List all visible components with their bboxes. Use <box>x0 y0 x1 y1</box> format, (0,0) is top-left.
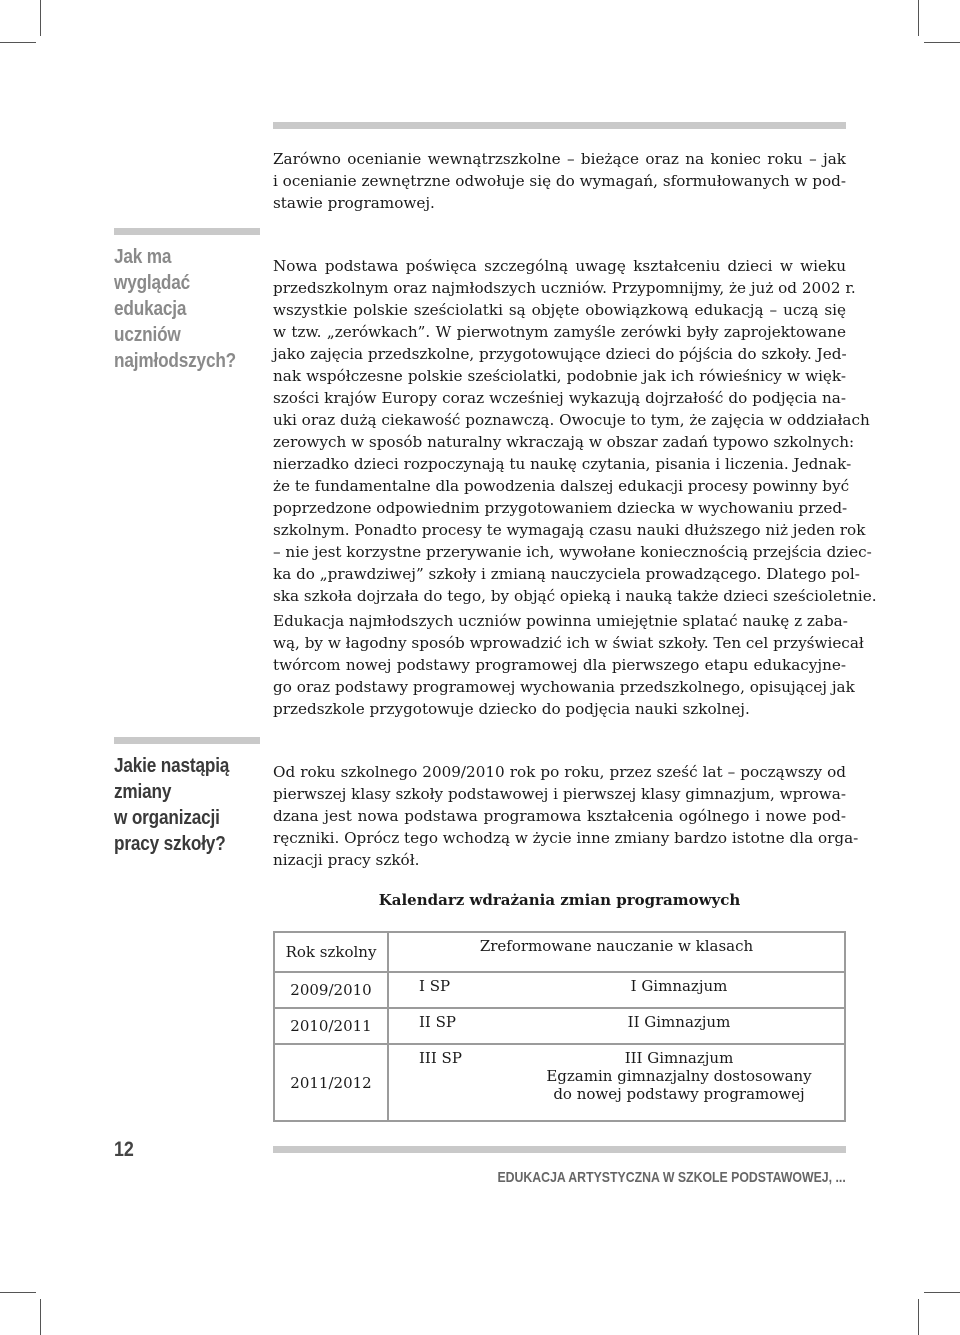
text-line: wą, by w łagodny sposób wprowadzić ich w świat szkoły. Ten cel przyświecał <box>273 634 864 652</box>
text-line: Edukacja najmłodszych uczniów powinna umiejętnie splatać naukę z zaba- <box>273 612 848 630</box>
text-line: szości krajów Europy coraz wcześniej wykazują dojrzałość do podjęcia na- <box>273 389 846 407</box>
crop-mark-bottom-left <box>40 1299 41 1335</box>
text-line: Zarówno ocenianie wewnątrzszkolne – bieżące oraz na koniec roku – jak <box>273 150 846 168</box>
cell-year: 2010/2011 <box>274 1008 388 1044</box>
text-line: zerowych w sposób naturalny wkraczają w obszar zadań typowo szkolnych: <box>273 433 855 451</box>
text-line: przedszkolnym oraz najmłodszych uczniów. Przypomnijmy, że już od 2002 r. <box>273 279 856 297</box>
page-number: 12 <box>114 1138 134 1161</box>
text-line: ręczniki. Oprócz tego wchodzą w życie inne zmiany bardzo istotne dla orga- <box>273 829 859 847</box>
cell-year: 2011/2012 <box>274 1044 388 1121</box>
cell-primary: II SP <box>388 1008 514 1044</box>
sidebar-heading-school-changes: Jakie nastąpią zmiany w organizacji pracy szkoły? <box>114 755 230 855</box>
text-line: jako zajęcia przedszkolne, przygotowujące dzieci do pójścia do szkoły. Jed- <box>273 345 847 363</box>
text-line: go oraz podstawy programowej wychowania przedszkolnego, opisującej jak <box>273 678 855 696</box>
gymnasium-line: III Gimnazjum <box>624 1049 734 1067</box>
cell-primary: I SP <box>388 972 514 1008</box>
cell-primary: III SP <box>388 1044 514 1121</box>
cell-year: 2009/2010 <box>274 972 388 1008</box>
cell-gymnasium: II Gimnazjum <box>514 1008 845 1044</box>
crop-mark-top-left-h <box>0 42 36 43</box>
paragraph-school-reform <box>273 761 859 871</box>
crop-mark-top-left <box>40 0 41 36</box>
crop-mark-top-right-h <box>924 42 960 43</box>
crop-mark-top-right <box>918 0 919 36</box>
header-school-year: Rok szkolny <box>274 932 388 972</box>
paragraph-assessment <box>273 148 846 214</box>
table-caption: Kalendarz wdrażania zmian programowych <box>378 891 741 909</box>
text-line: nierzadko dzieci rozpoczynają tu naukę czytania, pisania i liczenia. Jednak- <box>273 455 852 473</box>
top-rule <box>273 122 846 129</box>
sidebar-heading-young-pupils: Jak ma wyglądać edukacja uczniów najmłodszych? <box>114 246 237 372</box>
cell-gymnasium <box>514 1044 845 1121</box>
paragraph-new-curriculum <box>273 255 877 607</box>
text-line: twórcom nowej podstawy programowej dla pierwszego etapu edukacyjne- <box>273 656 846 674</box>
text-line: ska szkoła dojrzała do tego, by objąć opieką i nauką także dzieci sześcioletnie. <box>273 587 877 605</box>
text-line: ka do „prawdziwej” szkoły i zmianą nauczyciela prowadzącego. Dlatego pol- <box>273 565 860 583</box>
text-line: dzana jest nowa podstawa programowa kształcenia ogólnego i nowe pod- <box>273 807 846 825</box>
table-row <box>274 972 845 1008</box>
running-footer-title: EDUKACJA ARTYSTYCZNA W SZKOLE PODSTAWOWEJ, ... <box>497 1169 846 1186</box>
sidebar-rule-1 <box>114 228 260 235</box>
crop-mark-bottom-right <box>918 1299 919 1335</box>
exam-line: Egzamin gimnazjalny dostosowany <box>546 1067 812 1085</box>
sidebar-rule-2 <box>114 737 260 744</box>
text-line: stawie programowej. <box>273 194 435 212</box>
cell-gymnasium: I Gimnazjum <box>514 972 845 1008</box>
text-line: szkolnym. Ponadto procesy te wymagają czasu nauki dłuższego niż jeden rok <box>273 521 866 539</box>
table-row <box>274 1044 845 1121</box>
text-line: wszystkie polskie sześciolatki są objęte obowiązkową edukacją – uczą się <box>273 301 846 319</box>
header-reformed-classes: Zreformowane nauczanie w klasach <box>388 932 845 972</box>
text-line: Nowa podstawa poświęca szczególną uwagę kształceniu dzieci w wieku <box>273 257 846 275</box>
text-line: przedszkole przygotowuje dziecko do podjęcia nauki szkolnej. <box>273 700 750 718</box>
text-line: w tzw. „zerówkach”. W pierwotnym zamyśle zerówki były zaprojektowane <box>273 323 846 341</box>
table-row <box>274 1008 845 1044</box>
crop-mark-bottom-right-h <box>924 1292 960 1293</box>
text-line: że te fundamentalne dla powodzenia dalszej edukacji procesy powinny być <box>273 477 850 495</box>
text-line: i ocenianie zewnętrzne odwołuje się do wymagań, sformułowanych w pod- <box>273 172 846 190</box>
paragraph-early-education <box>273 610 864 720</box>
implementation-calendar-table <box>273 931 846 1122</box>
text-line: pierwszej klasy szkoły podstawowej i pierwszej klasy gimnazjum, wprowa- <box>273 785 846 803</box>
text-line: Od roku szkolnego 2009/2010 rok po roku, przez sześć lat – począwszy od <box>273 763 846 781</box>
crop-mark-bottom-left-h <box>0 1292 36 1293</box>
bottom-rule <box>273 1146 846 1153</box>
exam-line: do nowej podstawy programowej <box>553 1085 805 1103</box>
text-line: – nie jest korzystne przerywanie ich, wywołane koniecznością przejścia dziec- <box>273 543 872 561</box>
table-header-row <box>274 932 845 972</box>
text-line: poprzedzone odpowiednim przygotowaniem dziecka w wychowaniu przed- <box>273 499 848 517</box>
text-line: uki oraz dużą ciekawość poznawczą. Owocuje to tym, że zajęcia w oddziałach <box>273 411 870 429</box>
text-line: nak współczesne polskie sześciolatki, podobnie jak ich rówieśnicy w więk- <box>273 367 846 385</box>
text-line: nizacji pracy szkół. <box>273 851 420 869</box>
